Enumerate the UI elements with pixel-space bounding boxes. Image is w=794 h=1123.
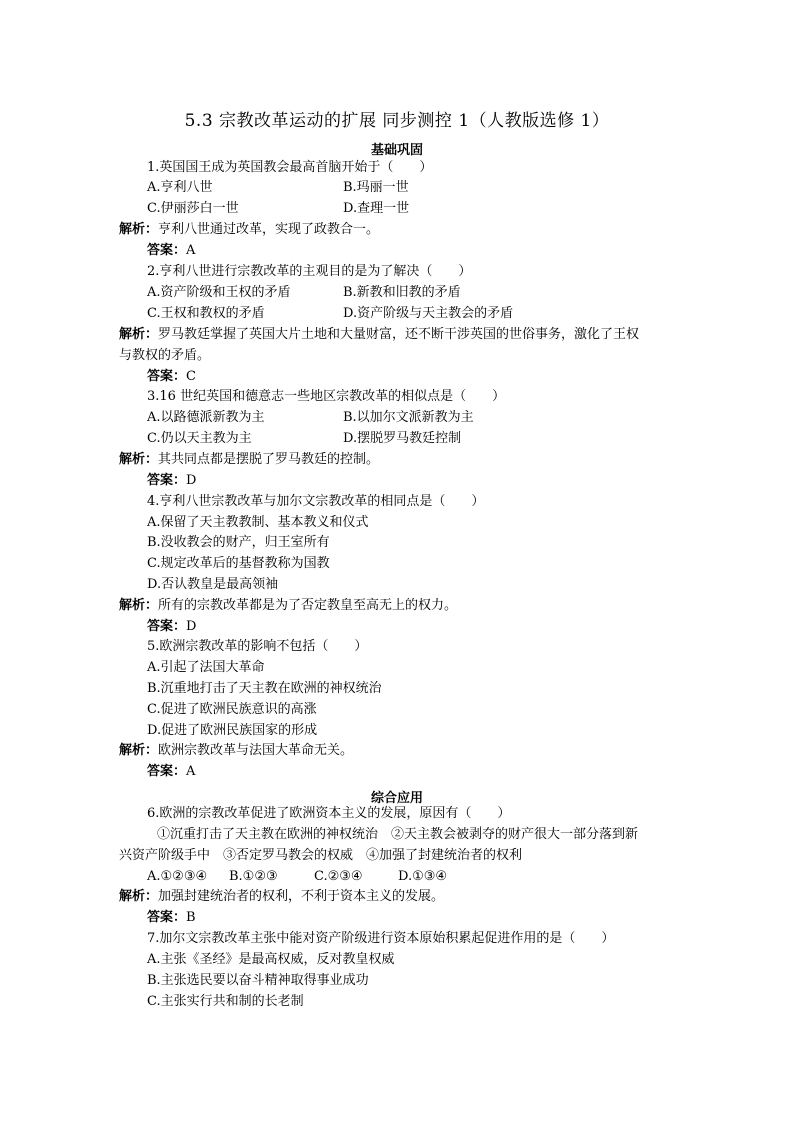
answer-value: A [186, 764, 196, 779]
question-2-analysis [119, 327, 639, 343]
question-6-stem: 6.欧洲的宗教改革促进了欧洲资本主义的发展，原因有（ ） [147, 806, 511, 821]
question-3-stem: 3.16 世纪英国和德意志一些地区宗教改革的相似点是（ ） [147, 389, 506, 404]
analysis-text: 加强封建统治者的权利，不利于资本主义的发展。 [158, 889, 445, 904]
question-2-answer [147, 369, 196, 385]
question-3-analysis [119, 452, 379, 468]
answer-value: B [186, 910, 196, 925]
question-1-analysis [119, 222, 379, 238]
section-heading-basic: 基础巩固 [370, 143, 423, 158]
question-6-statement-line: 兴资产阶级手中 ③否定罗马教会的权威 ④加强了封建统治者的权利 [119, 848, 523, 863]
question-5-analysis [119, 743, 353, 759]
question-3-option: C.仍以天主教为主 [147, 431, 252, 446]
analysis-label: 解析： [119, 327, 159, 342]
question-4-option: B.没收教会的财产，归王室所有 [147, 535, 330, 550]
question-2-analysis-continued: 与教权的矛盾。 [119, 348, 211, 363]
question-6-option: D.①③④ [398, 869, 448, 884]
analysis-text: 罗马教廷掌握了英国大片土地和大量财富，还不断干涉英国的世俗事务，激化了王权 [158, 327, 640, 342]
answer-label: 答案： [147, 764, 187, 779]
section-heading-application: 综合应用 [370, 791, 423, 806]
analysis-label: 解析： [119, 743, 159, 758]
question-6-analysis [119, 889, 444, 905]
analysis-label: 解析： [119, 598, 159, 613]
answer-value: D [186, 619, 197, 634]
analysis-label: 解析： [119, 222, 159, 237]
analysis-text: 亨利八世通过改革，实现了政教合一。 [158, 222, 380, 237]
question-1-stem: 1.英国国王成为英国教会最高首脑开始于（ ） [147, 160, 433, 175]
question-7-option: A.主张《圣经》是最高权威，反对教皇权威 [147, 952, 395, 967]
question-2-option: C.王权和教权的矛盾 [147, 306, 265, 321]
question-5-option: C.促进了欧洲民族意识的高涨 [147, 702, 317, 717]
question-7-stem: 7.加尔文宗教改革主张中能对资产阶级进行资本原始积累起促进作用的是（ ） [147, 931, 615, 946]
question-6-option: A.①②③④ [147, 869, 208, 884]
answer-label: 答案： [147, 619, 187, 634]
question-7-option: C.主张实行共和制的长老制 [147, 994, 304, 1009]
question-6-statement-line: ①沉重打击了天主教在欧洲的神权统治 ②天主教会被剥夺的财产很大一部分落到新 [157, 827, 639, 842]
answer-value: D [186, 473, 197, 488]
question-5-answer [147, 764, 195, 780]
question-5-option: D.促进了欧洲民族国家的形成 [147, 723, 318, 738]
answer-value: A [186, 243, 196, 258]
question-4-analysis [119, 598, 457, 614]
question-1-option: D.查理一世 [343, 201, 410, 216]
answer-label: 答案： [147, 243, 187, 258]
question-1-option: B.玛丽一世 [343, 180, 409, 195]
question-2-option: A.资产阶级和王权的矛盾 [147, 285, 291, 300]
page-title: 5.3 宗教改革运动的扩展 同步测控 1（人教版选修 1） [184, 111, 610, 131]
analysis-label: 解析： [119, 452, 159, 467]
question-4-option: A.保留了天主教教制、基本教义和仪式 [147, 515, 369, 530]
answer-label: 答案： [147, 473, 187, 488]
analysis-text: 所有的宗教改革都是为了否定教皇至高无上的权力。 [158, 598, 458, 613]
question-3-answer [147, 473, 196, 489]
question-1-option: C.伊丽莎白一世 [147, 201, 239, 216]
question-4-option: D.否认教皇是最高领袖 [147, 577, 279, 592]
question-3-option: D.摆脱罗马教廷控制 [343, 431, 462, 446]
question-2-option: B.新教和旧教的矛盾 [343, 285, 461, 300]
question-4-option: C.规定改革后的基督教称为国教 [147, 556, 330, 571]
question-5-option: A.引起了法国大革命 [147, 660, 265, 675]
question-2-stem: 2.亨利八世进行宗教改革的主观目的是为了解决（ ） [147, 264, 472, 279]
analysis-text: 其共同点都是摆脱了罗马教廷的控制。 [158, 452, 380, 467]
question-6-option: C.②③④ [314, 869, 363, 884]
question-4-answer [147, 619, 196, 635]
answer-value: C [186, 369, 196, 384]
question-3-option: B.以加尔文派新教为主 [343, 410, 474, 425]
question-2-option: D.资产阶级与天主教会的矛盾 [343, 306, 514, 321]
answer-label: 答案： [147, 910, 187, 925]
question-7-option: B.主张选民要以奋斗精神取得事业成功 [147, 973, 369, 988]
answer-label: 答案： [147, 369, 187, 384]
question-4-stem: 4.亨利八世宗教改革与加尔文宗教改革的相同点是（ ） [147, 494, 485, 509]
question-6-answer [147, 910, 196, 926]
question-3-option: A.以路德派新教为主 [147, 410, 265, 425]
question-5-stem: 5.欧洲宗教改革的影响不包括（ ） [147, 639, 368, 654]
analysis-label: 解析： [119, 889, 159, 904]
question-6-option: B.①②③ [229, 869, 278, 884]
question-5-option: B.沉重地打击了天主教在欧洲的神权统治 [147, 681, 382, 696]
question-1-option: A.亨利八世 [147, 180, 213, 195]
question-1-answer [147, 243, 195, 259]
analysis-text: 欧洲宗教改革与法国大革命无关。 [158, 743, 354, 758]
